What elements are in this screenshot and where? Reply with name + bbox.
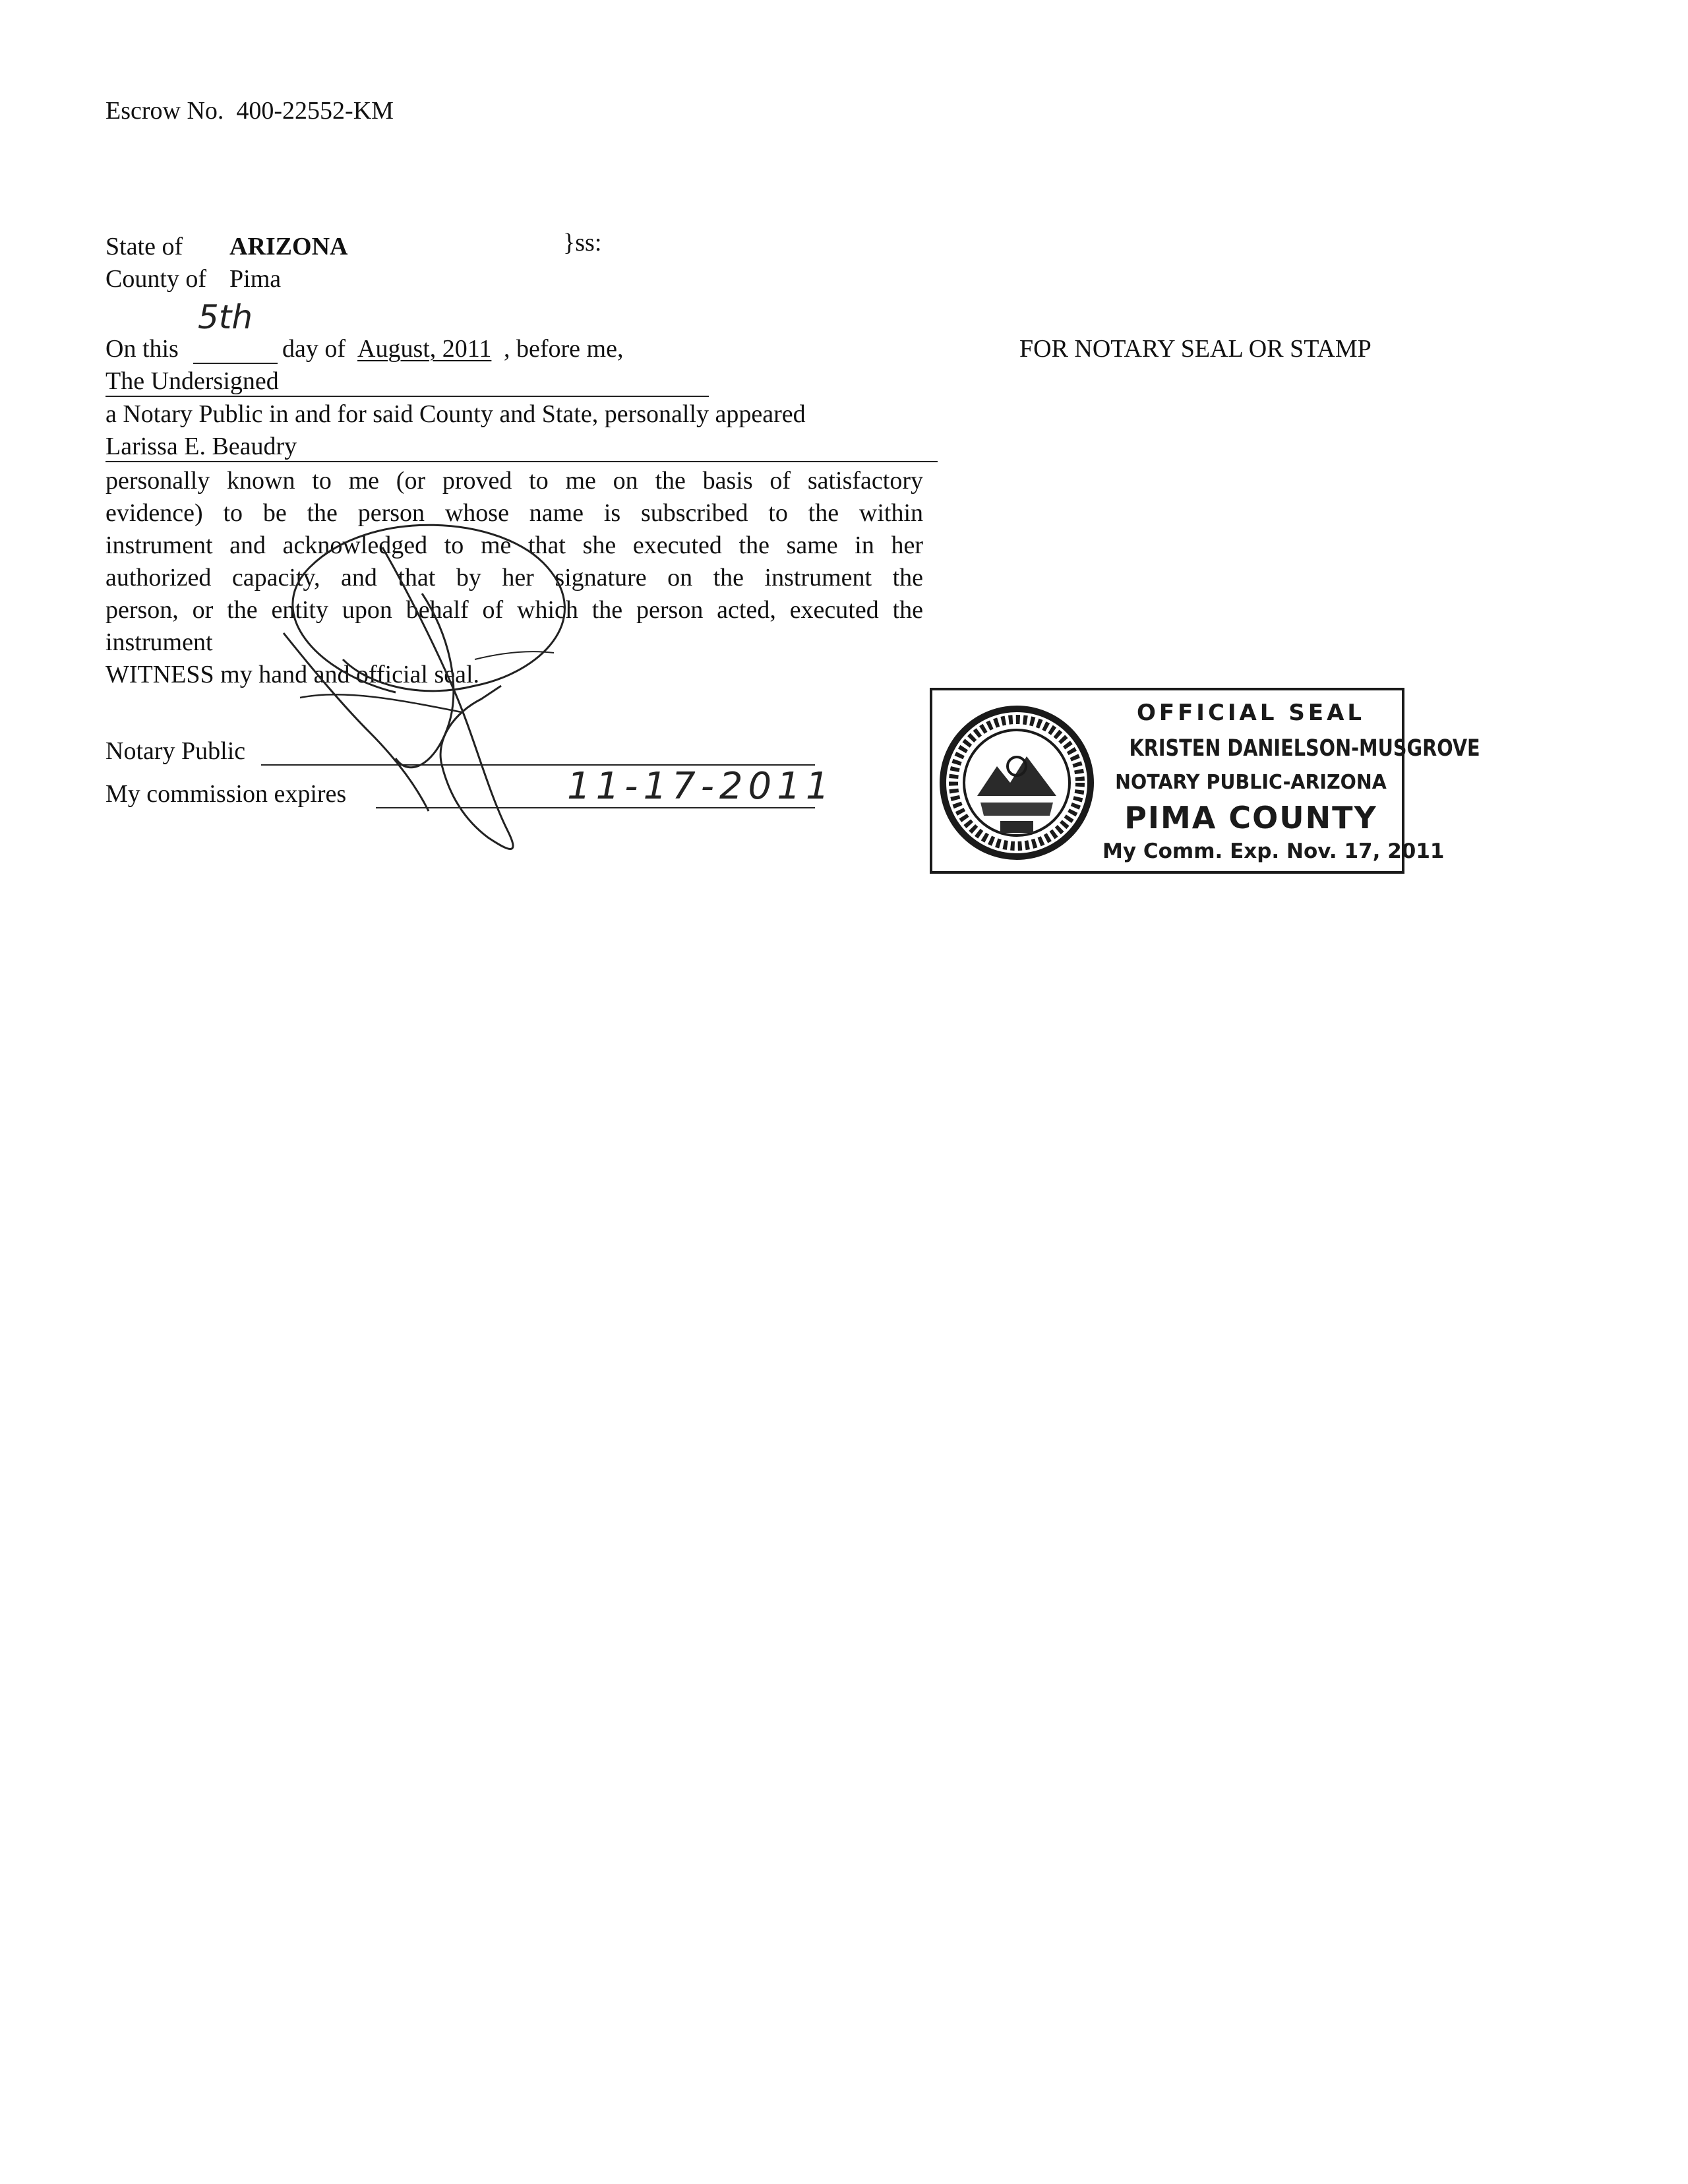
- body-line: evidence) to be the person whose name is subscribed to the within: [106, 499, 923, 527]
- escrow-line: [106, 96, 394, 125]
- appearer-underline: [106, 461, 938, 462]
- on-this-label: On this: [106, 335, 179, 363]
- stamp-title: OFFICIAL SEAL: [1136, 700, 1366, 726]
- ss-bracket: }ss:: [563, 229, 602, 257]
- notary-intro: a Notary Public in and for said County and State, personally appeared: [106, 400, 806, 428]
- witness-line: WITNESS my hand and official seal.: [106, 661, 480, 688]
- state-value: ARIZONA: [229, 233, 348, 260]
- appearer-name: Larissa E. Beaudry: [106, 433, 297, 460]
- arizona-state-seal: [938, 704, 1096, 862]
- escrow-number: 400-22552-KM: [236, 97, 394, 125]
- month-year: August, 2011: [357, 335, 492, 363]
- body-line: authorized capacity, and that by her signature on the instrument the: [106, 564, 923, 592]
- notary-name-underline: [106, 396, 709, 397]
- notary-name-line: The Undersigned: [106, 367, 279, 395]
- seal-area-label: FOR NOTARY SEAL OR STAMP: [1019, 335, 1372, 363]
- day-handwritten: 5th: [198, 298, 253, 336]
- day-of-label: day of: [282, 335, 346, 363]
- day-blank-line: [193, 363, 278, 364]
- official-notary-stamp: [930, 688, 1480, 874]
- stamp-notary-name: KRISTEN DANIELSON-MUSGROVE: [1129, 735, 1480, 762]
- body-line: personally known to me (or proved to me on the basis of satisfactory: [106, 467, 923, 495]
- body-line: instrument and acknowledged to me that she executed the same in her: [106, 531, 923, 559]
- notary-public-label: Notary Public: [106, 737, 246, 765]
- stamp-role: NOTARY PUBLIC-ARIZONA: [1115, 771, 1387, 794]
- state-label: State of: [106, 233, 183, 260]
- body-line: person, or the entity upon behalf of which the person acted, executed the: [106, 596, 923, 624]
- body-line: instrument: [106, 628, 213, 656]
- commission-label: My commission expires: [106, 780, 347, 808]
- before-me: , before me,: [504, 335, 624, 363]
- commission-date-handwritten: 11-17-2011: [567, 765, 835, 808]
- stamp-county: PIMA COUNTY: [1124, 800, 1377, 835]
- escrow-label: Escrow No.: [106, 97, 224, 125]
- county-label: County of: [106, 265, 207, 293]
- acknowledgment-body: [106, 465, 923, 691]
- county-value: Pima: [229, 265, 282, 293]
- stamp-expiry: My Comm. Exp. Nov. 17, 2011: [1102, 839, 1445, 863]
